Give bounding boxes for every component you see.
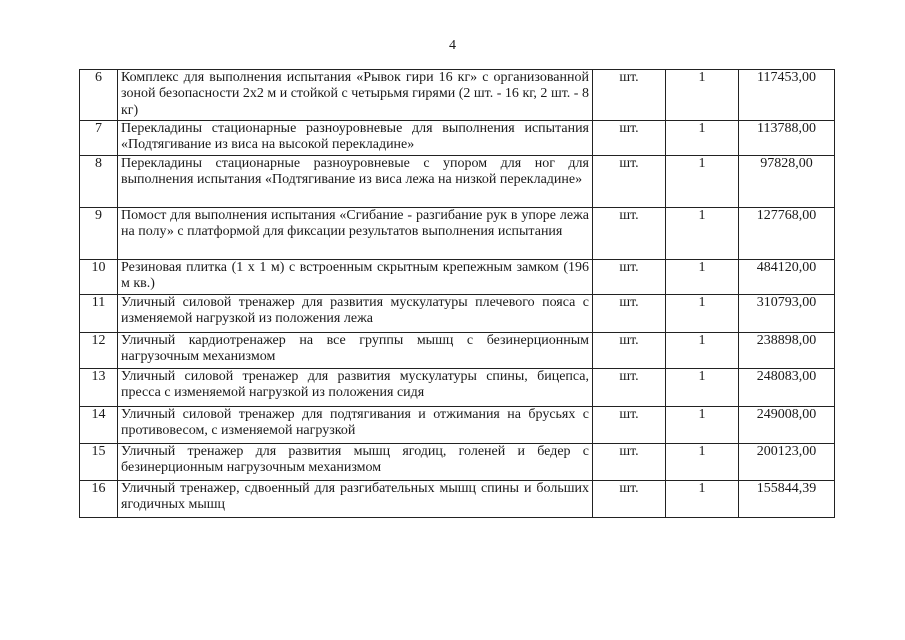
- item-price: 248083,00: [739, 369, 835, 407]
- item-unit: шт.: [593, 369, 666, 407]
- item-name: Уличный силовой тренажер для развития мускулатуры плечевого пояса с изменяемой нагрузкой из положения лежа: [118, 295, 593, 333]
- row-number: 14: [80, 407, 118, 444]
- item-price: 97828,00: [739, 156, 835, 208]
- row-number: 12: [80, 333, 118, 369]
- table-row: [80, 121, 835, 156]
- item-name: Перекладины стационарные разноуровневые с упором для ног для выполнения испытания «Подтягивание из виса лежа на низкой перекладине»: [118, 156, 593, 208]
- table-row: [80, 208, 835, 260]
- item-quantity: 1: [666, 208, 739, 260]
- item-name: Уличный силовой тренажер для развития мускулатуры спины, бицепса, пресса с изменяемой нагрузкой из положения сидя: [118, 369, 593, 407]
- table-row: [80, 70, 835, 121]
- item-price: 155844,39: [739, 481, 835, 518]
- table-row: [80, 369, 835, 407]
- item-quantity: 1: [666, 70, 739, 121]
- row-number: 13: [80, 369, 118, 407]
- row-number: 10: [80, 260, 118, 295]
- item-quantity: 1: [666, 121, 739, 156]
- item-name: Уличный силовой тренажер для подтягивания и отжимания на брусьях с противовесом, с изменяемой нагрузкой: [118, 407, 593, 444]
- item-unit: шт.: [593, 444, 666, 481]
- equipment-table: [79, 69, 835, 518]
- item-name: Резиновая плитка (1 х 1 м) с встроенным скрытным крепежным замком (196 м кв.): [118, 260, 593, 295]
- table-row: [80, 407, 835, 444]
- row-number: 6: [80, 70, 118, 121]
- table-row: [80, 156, 835, 208]
- item-price: 484120,00: [739, 260, 835, 295]
- item-name: Уличный тренажер, сдвоенный для разгибательных мышц спины и больших ягодичных мышц: [118, 481, 593, 518]
- item-price: 117453,00: [739, 70, 835, 121]
- item-quantity: 1: [666, 444, 739, 481]
- table-row: [80, 481, 835, 518]
- item-price: 127768,00: [739, 208, 835, 260]
- item-unit: шт.: [593, 295, 666, 333]
- row-number: 16: [80, 481, 118, 518]
- row-number: 11: [80, 295, 118, 333]
- item-quantity: 1: [666, 481, 739, 518]
- table-row: [80, 333, 835, 369]
- item-name: Уличный тренажер для развития мышц ягодиц, голеней и бедер с безинерционным нагрузочным механизмом: [118, 444, 593, 481]
- item-price: 310793,00: [739, 295, 835, 333]
- item-unit: шт.: [593, 407, 666, 444]
- item-price: 113788,00: [739, 121, 835, 156]
- item-unit: шт.: [593, 208, 666, 260]
- item-quantity: 1: [666, 295, 739, 333]
- item-quantity: 1: [666, 260, 739, 295]
- table-row: [80, 444, 835, 481]
- item-name: Перекладины стационарные разноуровневые для выполнения испытания «Подтягивание из виса на высокой перекладине»: [118, 121, 593, 156]
- item-unit: шт.: [593, 481, 666, 518]
- item-price: 238898,00: [739, 333, 835, 369]
- table-row: [80, 295, 835, 333]
- item-unit: шт.: [593, 70, 666, 121]
- item-quantity: 1: [666, 333, 739, 369]
- item-name: Помост для выполнения испытания «Сгибание - разгибание рук в упоре лежа на полу» с платформой для фиксации результатов выполнения испытания: [118, 208, 593, 260]
- page-number: 4: [449, 38, 456, 53]
- item-unit: шт.: [593, 260, 666, 295]
- row-number: 8: [80, 156, 118, 208]
- item-name: Комплекс для выполнения испытания «Рывок гири 16 кг» с организованной зоной безопасности 2х2 м и стойкой с четырьмя гирями (2 шт. - 16 кг, 2 шт. - 8 кг): [118, 70, 593, 121]
- item-quantity: 1: [666, 369, 739, 407]
- item-name: Уличный кардиотренажер на все группы мышц с безинерционным нагрузочным механизмом: [118, 333, 593, 369]
- item-quantity: 1: [666, 156, 739, 208]
- item-unit: шт.: [593, 156, 666, 208]
- table-body: [80, 70, 835, 518]
- item-price: 249008,00: [739, 407, 835, 444]
- item-unit: шт.: [593, 121, 666, 156]
- row-number: 9: [80, 208, 118, 260]
- item-price: 200123,00: [739, 444, 835, 481]
- item-quantity: 1: [666, 407, 739, 444]
- row-number: 15: [80, 444, 118, 481]
- table-row: [80, 260, 835, 295]
- item-unit: шт.: [593, 333, 666, 369]
- row-number: 7: [80, 121, 118, 156]
